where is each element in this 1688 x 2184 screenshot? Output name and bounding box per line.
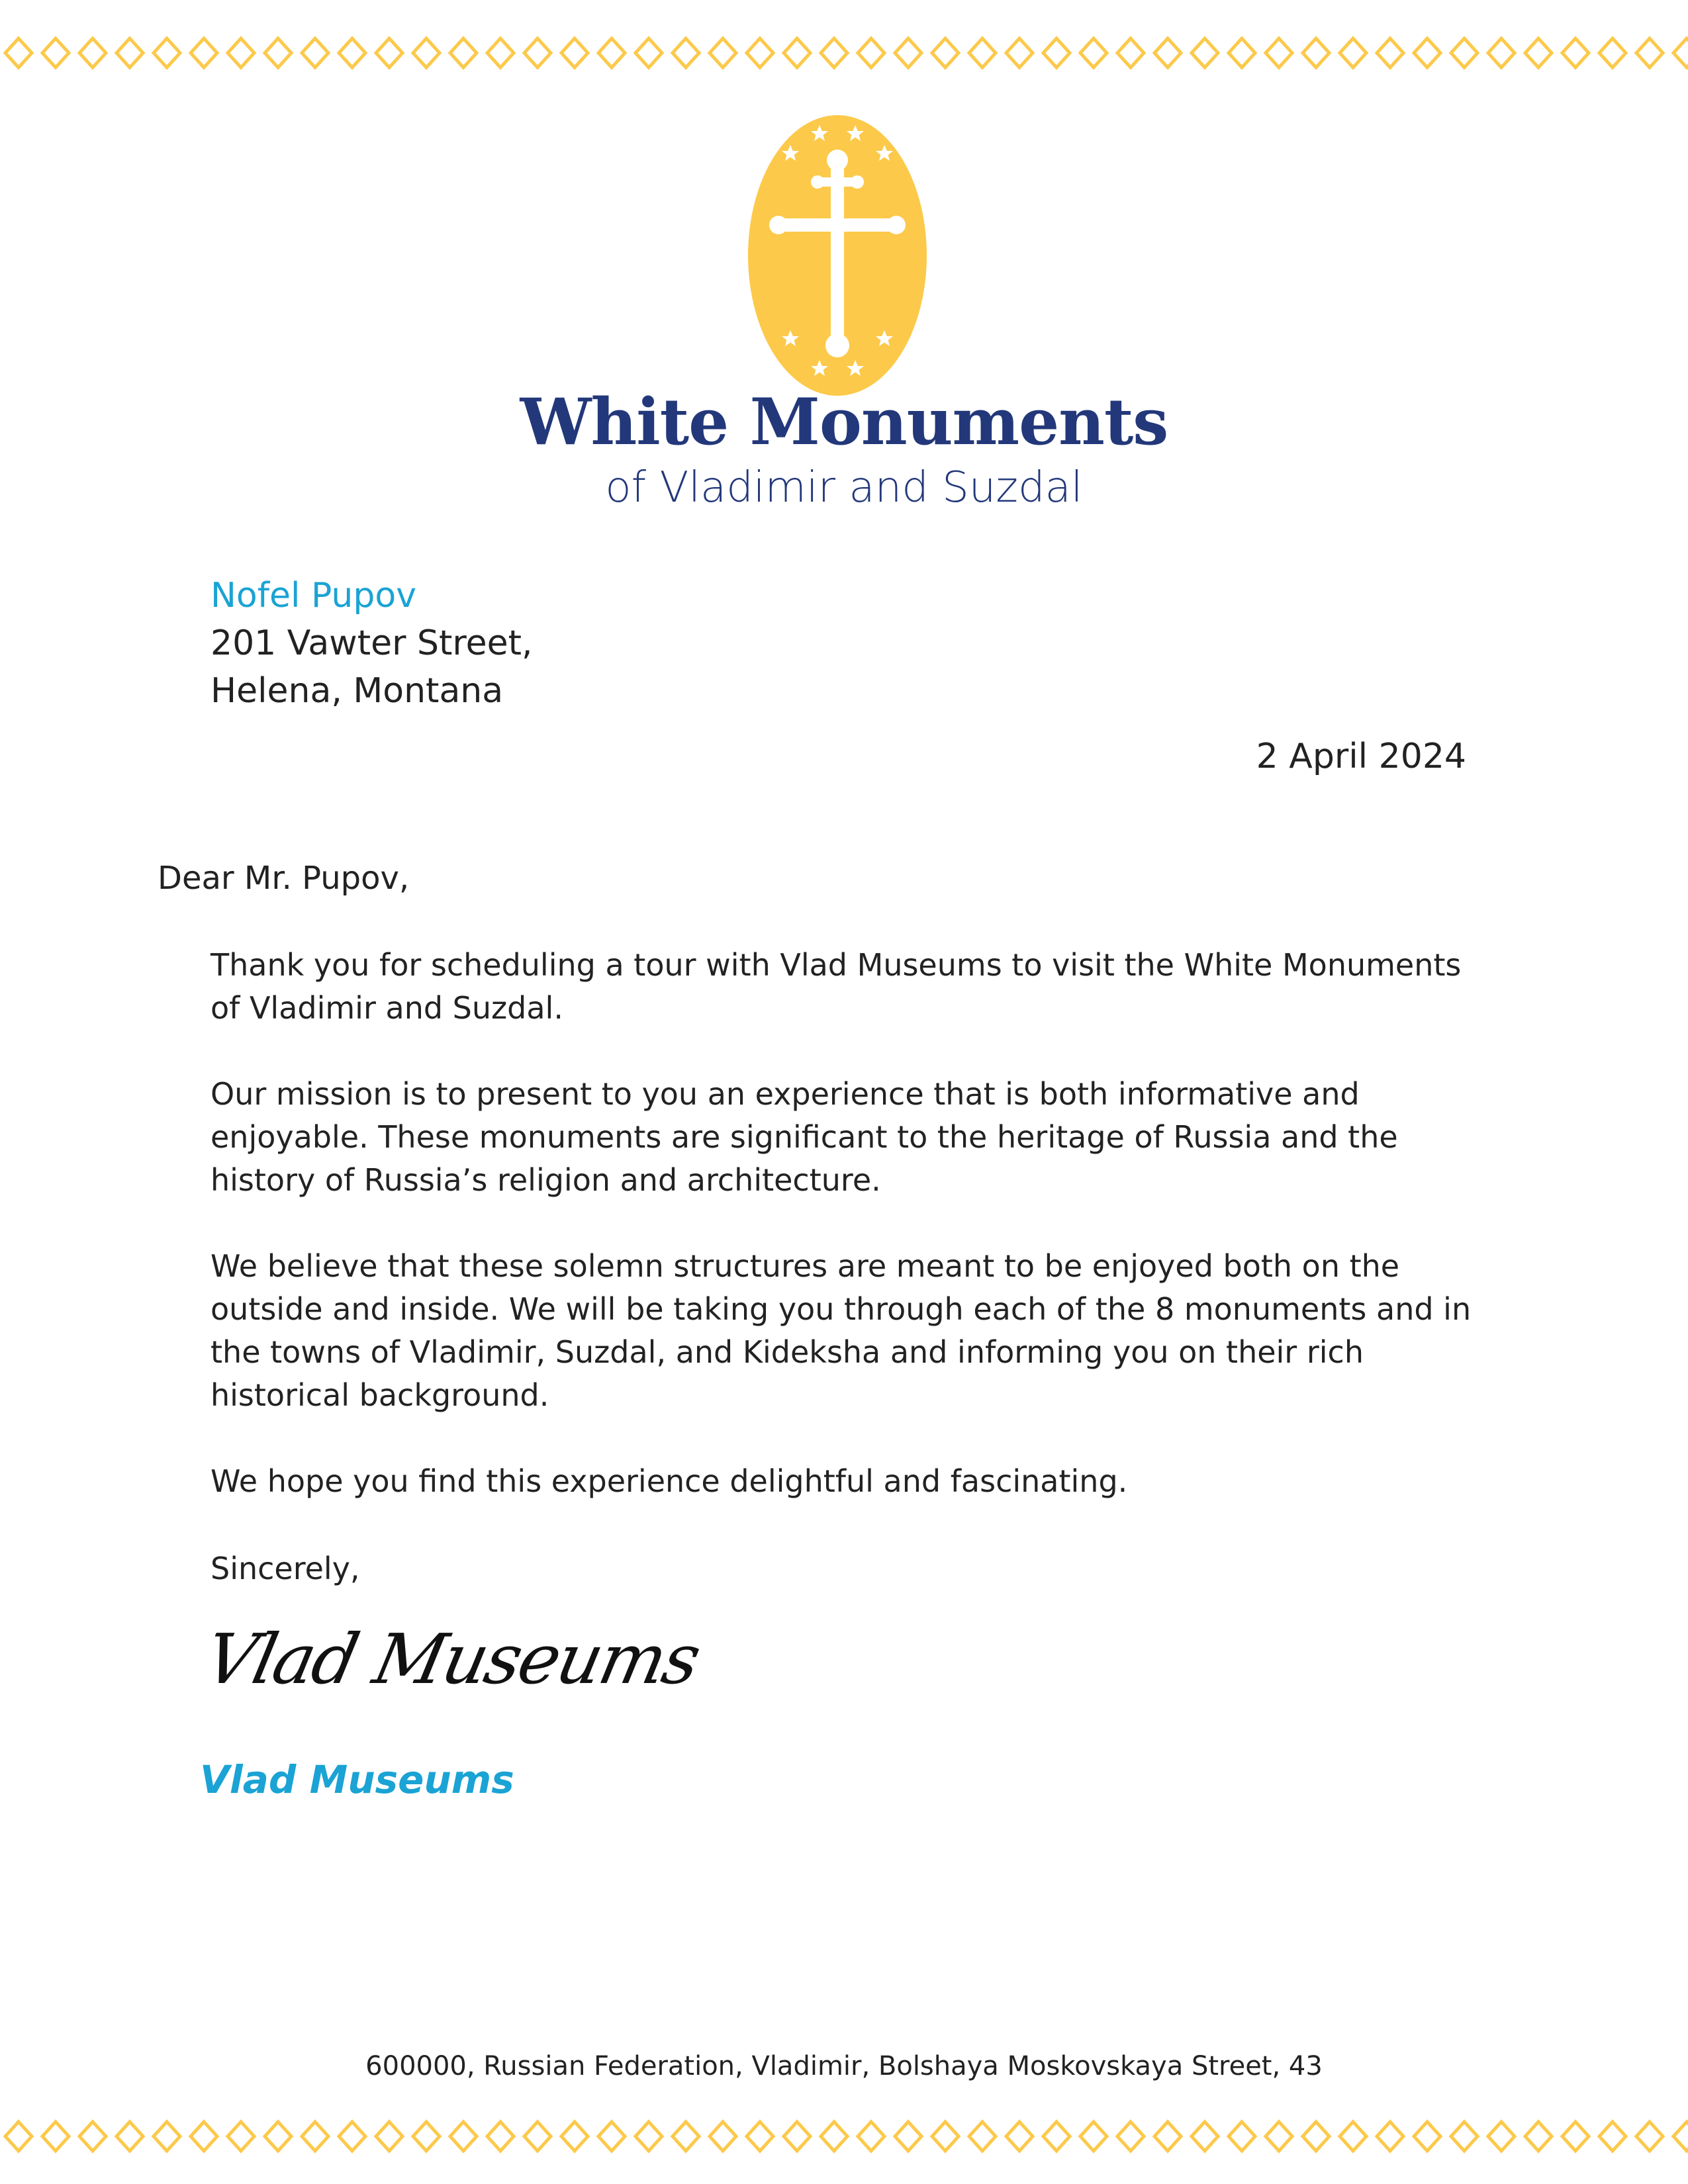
closing: Sincerely, — [211, 1551, 360, 1586]
handwritten-signature: Vlad Museums — [198, 1619, 706, 1700]
recipient-block — [211, 572, 533, 715]
letter-date: 2 April 2024 — [1256, 737, 1466, 776]
body-paragraph: We believe that these solemn structures are meant to be enjoyed both on the outside and inside. We will be taking you through each of the 8 monuments and in the towns of Vladimir, Suzdal, and Kideksha and informing you on their rich historical background. — [211, 1248, 1472, 1413]
recipient-address-line2: Helena, Montana — [211, 671, 504, 711]
organization-title: White Monuments — [520, 385, 1168, 459]
salutation: Dear Mr. Pupov, — [158, 860, 410, 897]
body-paragraph: We hope you find this experience delightful and fascinating. — [211, 1463, 1128, 1499]
organization-subtitle: of Vladimir and Suzdal — [605, 463, 1083, 512]
sender-name: Vlad Museums — [200, 1757, 514, 1802]
recipient-name: Nofel Pupov — [211, 576, 416, 615]
bottom-diamond-border — [0, 2116, 1688, 2156]
letter-body — [211, 944, 1481, 1546]
footer-address: 600000, Russian Federation, Vladimir, Bolshaya Moskovskaya Street, 43 — [365, 2051, 1323, 2081]
top-diamond-border — [0, 33, 1688, 73]
body-paragraph: Thank you for scheduling a tour with Vlad Museums to visit the White Monuments of Vladimir and Suzdal. — [211, 947, 1462, 1026]
recipient-address-line1: 201 Vawter Street, — [211, 623, 533, 663]
cross-emblem-icon — [747, 114, 928, 397]
body-paragraph: Our mission is to present to you an experience that is both informative and enjoyable. These monuments are significant to the heritage of Russia and the history of Russia’s religion and architecture. — [211, 1076, 1398, 1198]
